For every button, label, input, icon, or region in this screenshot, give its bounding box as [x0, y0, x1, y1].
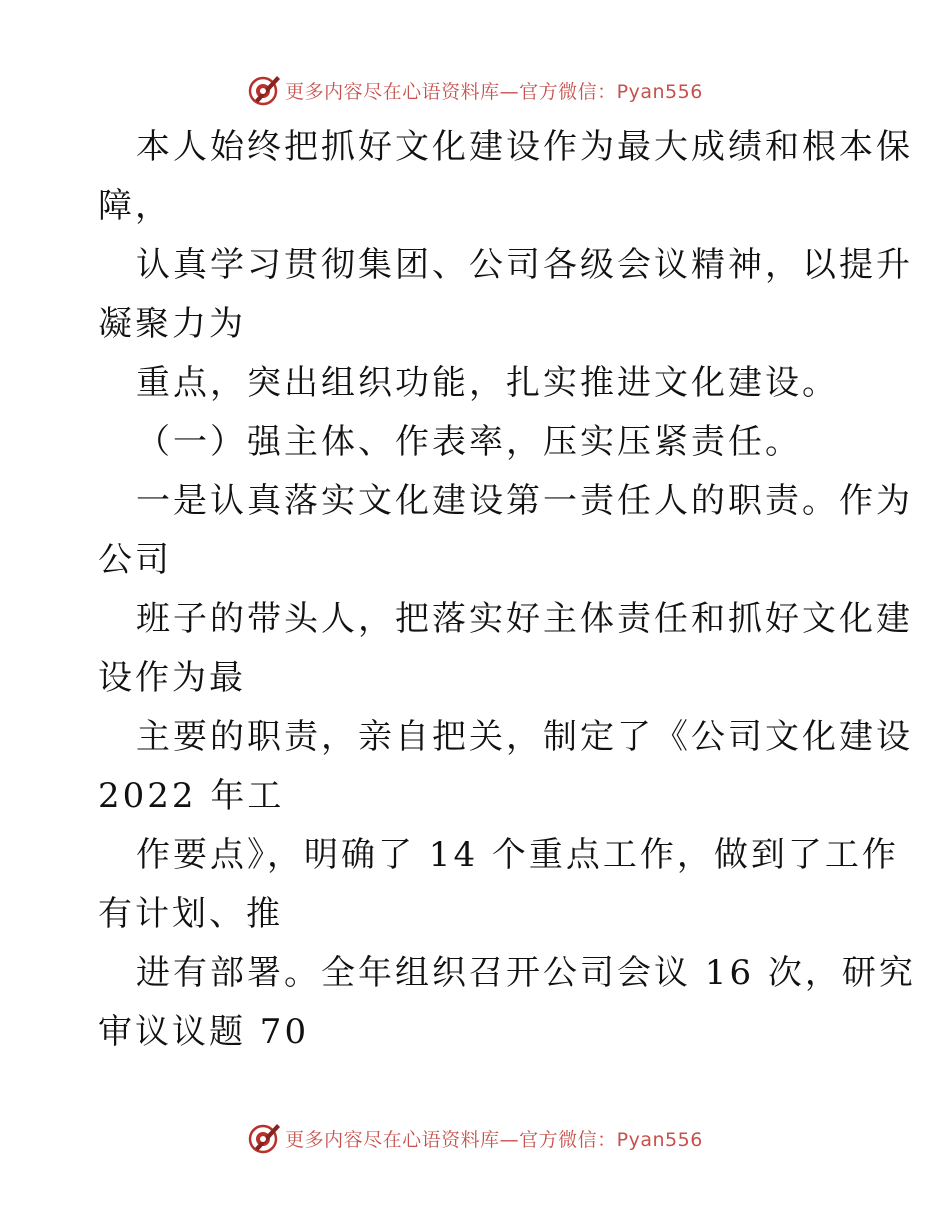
paragraph-line: 本人始终把抓好文化建设作为最大成绩和根本保	[136, 127, 913, 167]
paragraph-line: 公司	[98, 540, 172, 580]
paragraph-line: 2022 年工	[98, 776, 285, 816]
paragraph-line: 有计划、推	[98, 894, 283, 934]
paragraph-line: 设作为最	[98, 658, 246, 698]
pen-logo-icon	[247, 1121, 281, 1155]
paragraph-line: 主要的职责，亲自把关，制定了《公司文化建设	[136, 717, 913, 757]
footer-banner	[0, 1118, 950, 1158]
paragraph-line: 认真学习贯彻集团、公司各级会议精神，以提升	[136, 245, 913, 285]
paragraph-line: 凝聚力为	[98, 304, 246, 344]
paragraph-line: 作要点》，明确了 14 个重点工作，做到了工作	[136, 835, 899, 875]
paragraph-line: （一）强主体、作表率，压实压紧责任。	[136, 422, 802, 462]
pen-logo-icon	[247, 73, 281, 107]
paragraph-line: 进有部署。全年组织召开公司会议 16 次，研究	[136, 953, 916, 993]
banner-text: 更多内容尽在心语资料库—官方微信：Pyan556	[285, 1128, 703, 1151]
banner-text: 更多内容尽在心语资料库—官方微信：Pyan556	[285, 80, 703, 103]
paragraph-line: 重点，突出组织功能，扎实推进文化建设。	[136, 363, 839, 403]
header-banner	[0, 70, 950, 110]
paragraph-line: 审议议题 70	[98, 1012, 310, 1052]
document-body	[98, 118, 916, 1062]
paragraph-line: 班子的带头人，把落实好主体责任和抓好文化建	[136, 599, 913, 639]
paragraph-line: 一是认真落实文化建设第一责任人的职责。作为	[136, 481, 913, 521]
paragraph-line: 障，	[98, 186, 172, 226]
